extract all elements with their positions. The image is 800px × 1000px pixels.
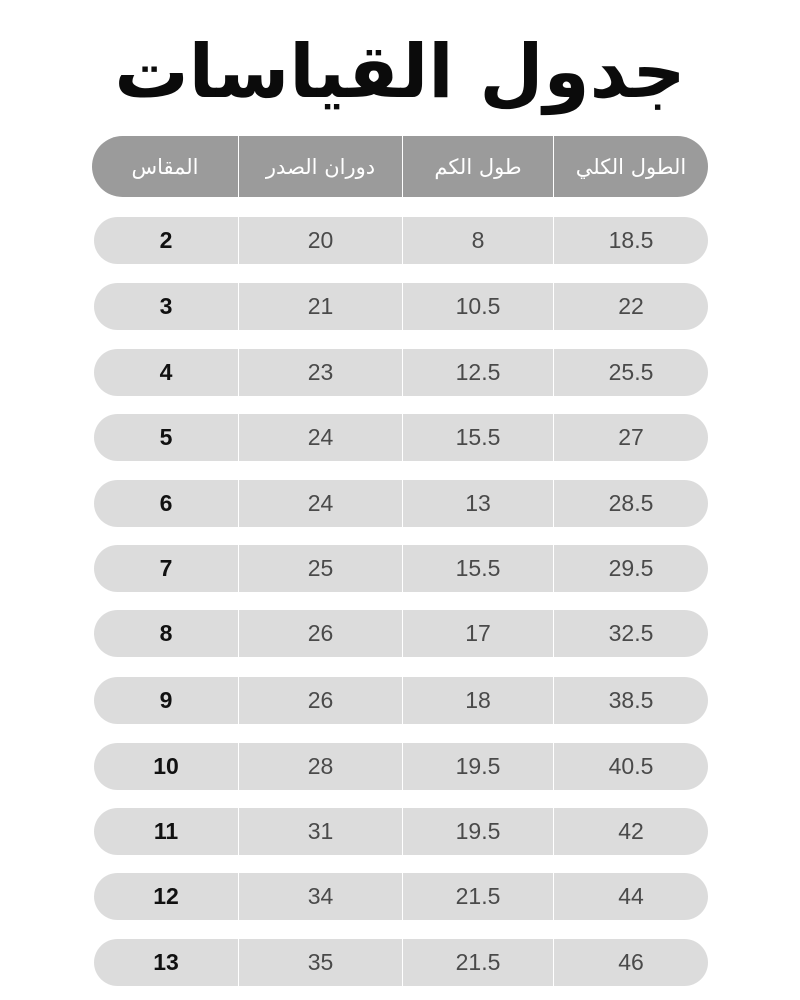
cell-total: 32.5 [553,610,708,657]
table-row [94,873,708,920]
cell-total: 25.5 [553,349,708,396]
table-row [94,349,708,396]
cell-chest: 31 [238,808,402,855]
cell-chest: 26 [238,610,402,657]
cell-chest: 24 [238,480,402,527]
cell-size: 3 [159,293,173,319]
table-row [94,610,708,657]
cell-total: 44 [553,873,708,920]
cell-size: 2 [159,227,173,253]
cell-chest: 23 [238,349,402,396]
cell-size: 12 [153,883,179,909]
cell-sleeve: 15.5 [402,545,553,592]
table-header [92,136,708,197]
cell-size: 4 [159,359,173,385]
cell-chest: 26 [238,677,402,724]
cell-chest: 20 [238,217,402,264]
cell-chest: 25 [238,545,402,592]
cell-sleeve: 10.5 [402,283,553,330]
cell-sleeve: 8 [402,217,553,264]
cell-size: 13 [153,949,179,975]
table-row [94,414,708,461]
cell-sleeve: 13 [402,480,553,527]
page-title: جدول القياسات [114,29,686,115]
cell-sleeve: 21.5 [402,939,553,986]
table-row [94,677,708,724]
cell-sleeve: 15.5 [402,414,553,461]
cell-sleeve: 19.5 [402,743,553,790]
table-row [94,939,708,986]
header-size: المقاس [131,154,199,179]
table-row [94,743,708,790]
cell-sleeve: 21.5 [402,873,553,920]
cell-sleeve: 17 [402,610,553,657]
cell-total: 18.5 [553,217,708,264]
cell-size: 9 [159,687,173,713]
cell-chest: 34 [238,873,402,920]
cell-chest: 24 [238,414,402,461]
cell-size: 6 [159,490,173,516]
header-chest: دوران الصدر [238,136,402,197]
cell-size: 7 [159,555,173,581]
cell-total: 42 [553,808,708,855]
table-row [94,217,708,264]
cell-size: 10 [153,753,179,779]
cell-total: 28.5 [553,480,708,527]
header-total: الطول الكلي [553,136,708,197]
table-row [94,283,708,330]
cell-sleeve: 19.5 [402,808,553,855]
cell-total: 40.5 [553,743,708,790]
cell-size: 11 [153,818,179,844]
cell-total: 46 [553,939,708,986]
cell-total: 29.5 [553,545,708,592]
cell-sleeve: 12.5 [402,349,553,396]
header-sleeve: طول الكم [402,136,553,197]
cell-total: 38.5 [553,677,708,724]
table-row [94,480,708,527]
cell-sleeve: 18 [402,677,553,724]
cell-chest: 21 [238,283,402,330]
cell-size: 5 [159,424,173,450]
cell-total: 27 [553,414,708,461]
cell-chest: 28 [238,743,402,790]
cell-size: 8 [159,620,173,646]
table-row [94,808,708,855]
cell-total: 22 [553,283,708,330]
table-row [94,545,708,592]
cell-chest: 35 [238,939,402,986]
